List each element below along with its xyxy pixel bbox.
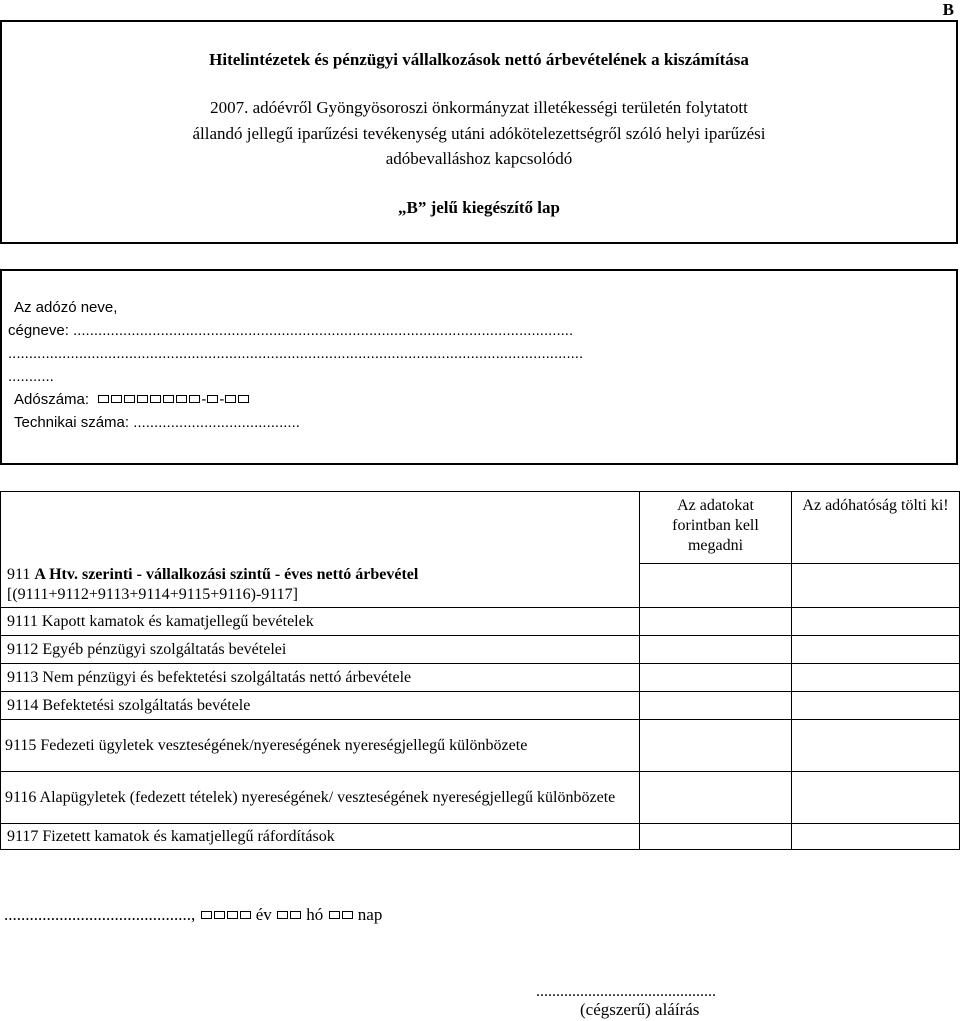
row-911-amount[interactable] (640, 564, 792, 608)
year-boxes[interactable] (200, 905, 252, 924)
row-9112-amount[interactable] (640, 636, 792, 664)
row-9116-authority (792, 772, 960, 824)
company-name-continuation[interactable]: .......................................................................................................................................... (8, 345, 584, 362)
day-label: nap (357, 905, 383, 924)
tax-number-boxes[interactable]: - - (93, 391, 250, 408)
year-label: év (255, 905, 272, 924)
header-line-2: állandó jellegű iparűzési tevékenység utáni adókötelezettségről szóló helyi iparűzési (192, 124, 766, 143)
row-9116-amount[interactable] (640, 772, 792, 824)
technical-number-field[interactable]: Technikai száma: ........................................ (14, 414, 300, 431)
supplement-sheet-title: „B” jelű kiegészítő lap (398, 198, 560, 217)
day-boxes[interactable] (328, 905, 354, 924)
row-9114-label: 9114 Befektetési szolgáltatás bevétele (1, 692, 640, 720)
row-9115-authority (792, 720, 960, 772)
row-9114-authority (792, 692, 960, 720)
month-label: hó (306, 905, 324, 924)
document-title: Hitelintézetek és pénzügyi vállalkozások nettó árbevételének a kiszámítása (209, 50, 749, 69)
row-9111-authority (792, 608, 960, 636)
amount-column-header: Az adatokat forintban kell megadni (640, 492, 792, 564)
date-line (4, 905, 382, 925)
page-marker-letter: B (942, 0, 954, 19)
signature-label: (cégszerű) aláírás (580, 1000, 700, 1019)
row-9111-label: 9111 Kapott kamatok és kamatjellegű bevételek (1, 608, 640, 636)
signature-field[interactable]: ............................................. (536, 983, 716, 1000)
row-9112-label: 9112 Egyéb pénzügyi szolgáltatás bevételei (1, 636, 640, 664)
company-name-continuation-short[interactable]: ........... (8, 368, 54, 385)
row-9113-label: 9113 Nem pénzügyi és befektetési szolgáltatás nettó árbevétele (1, 664, 640, 692)
row-9111-amount[interactable] (640, 608, 792, 636)
month-boxes[interactable] (276, 905, 302, 924)
tax-number-row (8, 388, 583, 411)
header-box (0, 20, 958, 244)
tax-number-label: Adószáma: (14, 391, 90, 408)
row-9116-label: 9116 Alapügyletek (fedezett tételek) nyereségének/ veszteségének nyereségjellegű különbözete (1, 772, 640, 824)
row-9113-authority (792, 664, 960, 692)
authority-column-header: Az adóhatóság tölti ki! (792, 492, 960, 564)
taxpayer-name-label: Az adózó neve, (14, 299, 118, 316)
row-9117-authority (792, 824, 960, 850)
row-9117-amount[interactable] (640, 824, 792, 850)
row-9117-label: 9117 Fizetett kamatok és kamatjellegű ráfordítások (1, 824, 640, 850)
company-name-field[interactable]: cégneve: ........................................................................................................................ (8, 322, 574, 339)
place-field[interactable]: ............................................, (4, 905, 196, 924)
revenue-table (0, 491, 960, 850)
row-911-label (1, 492, 640, 608)
row-9115-label: 9115 Fedezeti ügyletek veszteségének/nyereségének nyereségjellegű különbözete (1, 720, 640, 772)
row-911-title: A Htv. szerinti - vállalkozási szintű - éves nettó árbevétel (34, 566, 419, 583)
row-9114-amount[interactable] (640, 692, 792, 720)
row-9113-amount[interactable] (640, 664, 792, 692)
row-911-code: 911 (7, 566, 35, 583)
row-911-formula: [(9111+9112+9113+9114+9115+9116)-9117] (7, 586, 299, 603)
row-9112-authority (792, 636, 960, 664)
header-line-1: 2007. adóévről Gyöngyösoroszi önkormányzat illetékességi területén folytatott (210, 98, 748, 117)
header-line-3: adóbevalláshoz kapcsolódó (385, 149, 573, 168)
row-9115-amount[interactable] (640, 720, 792, 772)
row-911-authority (792, 564, 960, 608)
